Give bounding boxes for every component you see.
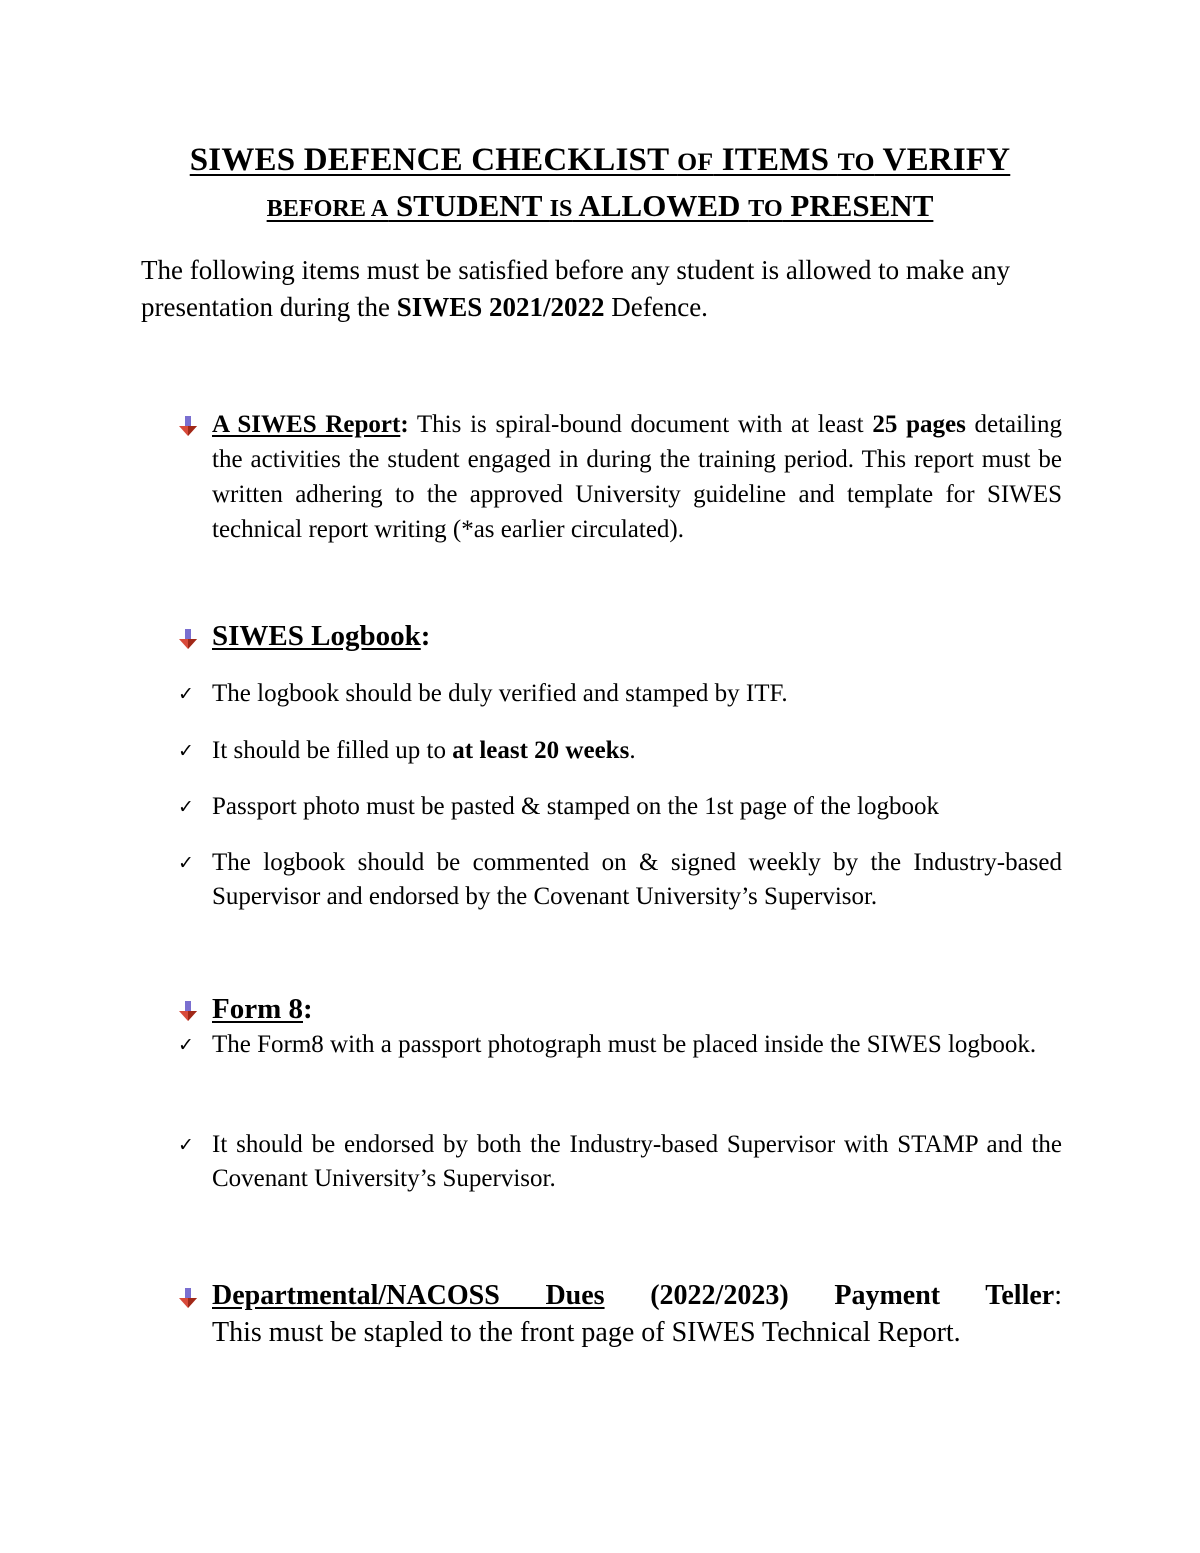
title-text: ALLOWED	[572, 188, 749, 223]
title-text: IS	[549, 195, 573, 222]
title-text: SIWES DEFENCE CHECKLIST	[189, 142, 678, 178]
title-text: ITEMS	[713, 142, 838, 178]
section-bold: 25 pages	[872, 411, 966, 438]
list-item	[178, 1128, 1062, 1196]
list-item	[178, 846, 1062, 914]
section-siwes-logbook	[178, 616, 1062, 658]
list-item-text: The logbook should be commented on & signed weekly by the Industry-based Supervisor and endorsed by the Covenant University’s Supervisor.	[212, 849, 1062, 910]
check-icon: ✓	[178, 740, 194, 762]
dues-years: (2022/2023)	[650, 1280, 789, 1311]
intro-bold: SIWES 2021/2022	[396, 292, 605, 322]
heading-colon: :	[420, 620, 431, 652]
check-icon: ✓	[178, 796, 194, 818]
check-icon: ✓	[178, 1134, 194, 1156]
title-text: VERIFY	[874, 142, 1011, 178]
section-heading: Form 8	[212, 993, 303, 1025]
section-body	[212, 407, 1062, 547]
intro-paragraph	[141, 252, 1081, 326]
list-item-text: It should be filled up to	[212, 737, 453, 764]
section-text: This is spiral-bound document with at least	[408, 411, 873, 438]
list-item	[178, 1027, 1062, 1063]
list-item	[178, 734, 1062, 768]
title-text: TO	[837, 147, 875, 176]
section-body	[212, 1277, 1062, 1351]
section-siwes-report	[178, 407, 1062, 547]
list-item-text	[212, 734, 1062, 768]
down-arrow-icon	[178, 628, 198, 650]
title-line-2	[120, 188, 1080, 224]
section-text: detailing the activities the student engaged in during the training period. This report must be written adhering to the approved University guideline and template for SIWES technical report writing (*as earlier circulated).	[212, 411, 1062, 543]
title-text: BEFORE A	[266, 195, 389, 222]
list-item	[178, 677, 1062, 711]
section-departmental-dues	[178, 1277, 1062, 1351]
title-text: OF	[677, 147, 714, 176]
section-body	[212, 616, 1062, 658]
dues-text: This must be stapled to the front page of SIWES Technical Report.	[212, 1317, 961, 1348]
section-heading: A SIWES Report	[212, 411, 401, 438]
title-line-1	[120, 142, 1080, 179]
list-item-bold: at least 20 weeks	[452, 737, 630, 764]
heading-colon: :	[400, 411, 409, 438]
list-item-text: The logbook should be duly verified and stamped by ITF.	[212, 680, 788, 707]
dues-label: Payment Teller	[834, 1280, 1055, 1311]
down-arrow-icon	[178, 1000, 198, 1022]
list-item-text: .	[629, 737, 636, 764]
title-text: TO	[748, 195, 783, 222]
down-arrow-icon	[178, 1287, 198, 1309]
check-icon: ✓	[178, 683, 194, 705]
dues-heading-line	[212, 1277, 1062, 1314]
list-item	[178, 790, 1062, 824]
check-icon: ✓	[178, 852, 194, 874]
intro-text: Defence.	[604, 292, 708, 322]
section-body	[212, 990, 1062, 1030]
heading-colon: :	[1054, 1280, 1062, 1311]
list-item-text: It should be endorsed by both the Industry-based Supervisor with STAMP and the Covenant University’s Supervisor.	[212, 1131, 1062, 1192]
section-form-8	[178, 990, 1062, 1030]
down-arrow-icon	[178, 415, 198, 437]
check-icon: ✓	[178, 1034, 194, 1056]
list-item-text: Passport photo must be pasted & stamped on the 1st page of the logbook	[212, 793, 939, 820]
title-text: STUDENT	[388, 188, 550, 223]
section-heading: Departmental/NACOSS Dues	[212, 1280, 605, 1311]
section-heading: SIWES Logbook	[212, 620, 421, 652]
heading-colon: :	[303, 993, 313, 1025]
list-item-text: The Form8 with a passport photograph must be placed inside the SIWES logbook.	[212, 1031, 1037, 1058]
title-text: PRESENT	[782, 188, 934, 223]
intro-text: The following items must be satisfied before any student is allowed to make any presentation during the	[141, 255, 1011, 322]
